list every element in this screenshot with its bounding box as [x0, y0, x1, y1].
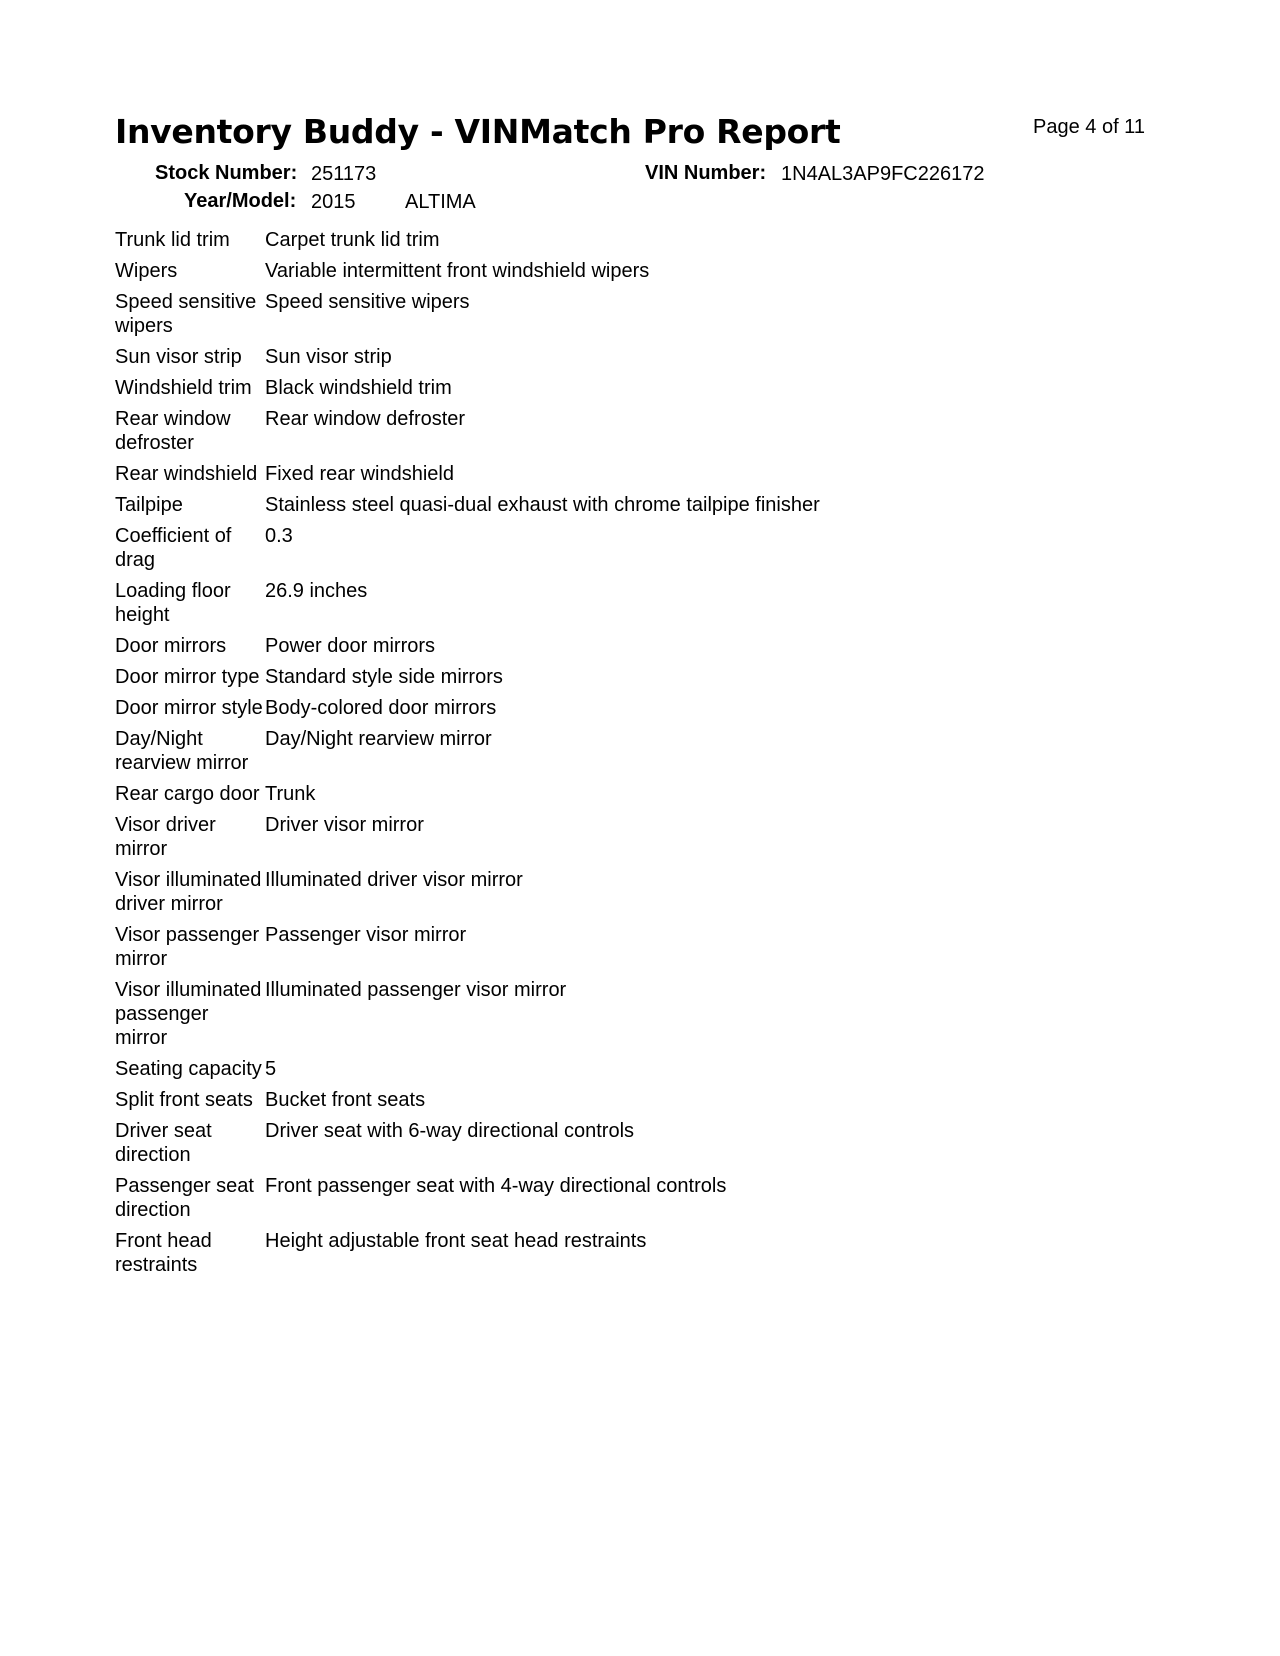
spec-label: Wipers — [115, 260, 178, 282]
spec-value: Height adjustable front seat head restraints — [265, 1230, 647, 1252]
spec-row — [115, 259, 1115, 290]
spec-row — [115, 727, 1115, 782]
stock-number-value: 251173 — [311, 163, 377, 185]
spec-label: Rear windshield — [115, 463, 258, 485]
spec-row — [115, 524, 1115, 579]
spec-row — [115, 1088, 1115, 1119]
spec-label: Passenger seat direction — [115, 1175, 254, 1221]
spec-label: Rear cargo door — [115, 783, 260, 805]
spec-value: 0.3 — [265, 525, 293, 547]
spec-row — [115, 462, 1115, 493]
year-model-label: Year/Model: — [184, 190, 297, 212]
spec-row — [115, 493, 1115, 524]
spec-label: Sun visor strip — [115, 346, 242, 368]
page-number: Page 4 of 11 — [1033, 116, 1145, 138]
spec-label: Loading floor height — [115, 580, 231, 626]
spec-label: Driver seat direction — [115, 1120, 212, 1166]
spec-value: Power door mirrors — [265, 635, 436, 657]
spec-row — [115, 782, 1115, 813]
spec-label: Visor driver mirror — [115, 814, 216, 860]
spec-value: Passenger visor mirror — [265, 924, 467, 946]
spec-value: Driver seat with 6-way directional controls — [265, 1120, 635, 1142]
spec-value: Rear window defroster — [265, 408, 466, 430]
spec-value: Body-colored door mirrors — [265, 697, 497, 719]
spec-table-body — [115, 228, 1115, 1284]
vin-number-label: VIN Number: — [645, 162, 767, 184]
spec-row — [115, 1119, 1115, 1174]
spec-row — [115, 290, 1115, 345]
year-value: 2015 — [311, 191, 356, 213]
spec-label: Visor illuminated driver mirror — [115, 869, 262, 915]
report-title: Inventory Buddy - VINMatch Pro Report — [115, 112, 841, 151]
spec-label: Tailpipe — [115, 494, 183, 516]
spec-value: Carpet trunk lid trim — [265, 229, 440, 251]
spec-value: Speed sensitive wipers — [265, 291, 470, 313]
spec-value: Illuminated passenger visor mirror — [265, 979, 567, 1001]
spec-row — [115, 376, 1115, 407]
spec-value: 5 — [265, 1058, 277, 1080]
spec-label: Speed sensitive wipers — [115, 291, 257, 337]
spec-label: Front head restraints — [115, 1230, 212, 1276]
spec-value: Day/Night rearview mirror — [265, 728, 492, 750]
spec-row — [115, 813, 1115, 868]
spec-row — [115, 923, 1115, 978]
spec-row — [115, 579, 1115, 634]
spec-value: Standard style side mirrors — [265, 666, 503, 688]
spec-label: Trunk lid trim — [115, 229, 230, 251]
spec-row — [115, 1174, 1115, 1229]
spec-label: Visor passenger mirror — [115, 924, 260, 970]
spec-value: Black windshield trim — [265, 377, 452, 399]
spec-label: Split front seats — [115, 1089, 253, 1111]
spec-value: Fixed rear windshield — [265, 463, 454, 485]
spec-row — [115, 696, 1115, 727]
spec-value: Bucket front seats — [265, 1089, 426, 1111]
spec-value: Front passenger seat with 4-way directional controls — [265, 1175, 727, 1197]
spec-row — [115, 1057, 1115, 1088]
spec-table — [115, 228, 1115, 1284]
spec-value: 26.9 inches — [265, 580, 368, 602]
spec-row — [115, 407, 1115, 462]
spec-row — [115, 868, 1115, 923]
spec-row — [115, 665, 1115, 696]
spec-label: Rear window defroster — [115, 408, 231, 454]
spec-label: Coefficient of drag — [115, 525, 232, 571]
spec-value: Stainless steel quasi-dual exhaust with chrome tailpipe finisher — [265, 494, 820, 516]
spec-value: Sun visor strip — [265, 346, 392, 368]
spec-row — [115, 1229, 1115, 1284]
spec-label: Seating capacity — [115, 1058, 262, 1080]
spec-value: Variable intermittent front windshield wipers — [265, 260, 650, 282]
model-value: ALTIMA — [405, 191, 476, 213]
spec-label: Door mirror style — [115, 697, 263, 719]
spec-row — [115, 345, 1115, 376]
spec-label: Door mirrors — [115, 635, 227, 657]
stock-number-label: Stock Number: — [155, 162, 298, 184]
spec-row — [115, 978, 1115, 1057]
vin-number-value: 1N4AL3AP9FC226172 — [781, 163, 985, 185]
spec-label: Windshield trim — [115, 377, 252, 399]
spec-row — [115, 634, 1115, 665]
spec-label: Door mirror type — [115, 666, 260, 688]
spec-label: Day/Night rearview mirror — [115, 728, 249, 774]
spec-row — [115, 228, 1115, 259]
spec-label: Visor illuminated passenger mirror — [115, 979, 262, 1049]
spec-value: Trunk — [265, 783, 316, 805]
spec-value: Illuminated driver visor mirror — [265, 869, 523, 891]
spec-value: Driver visor mirror — [265, 814, 424, 836]
